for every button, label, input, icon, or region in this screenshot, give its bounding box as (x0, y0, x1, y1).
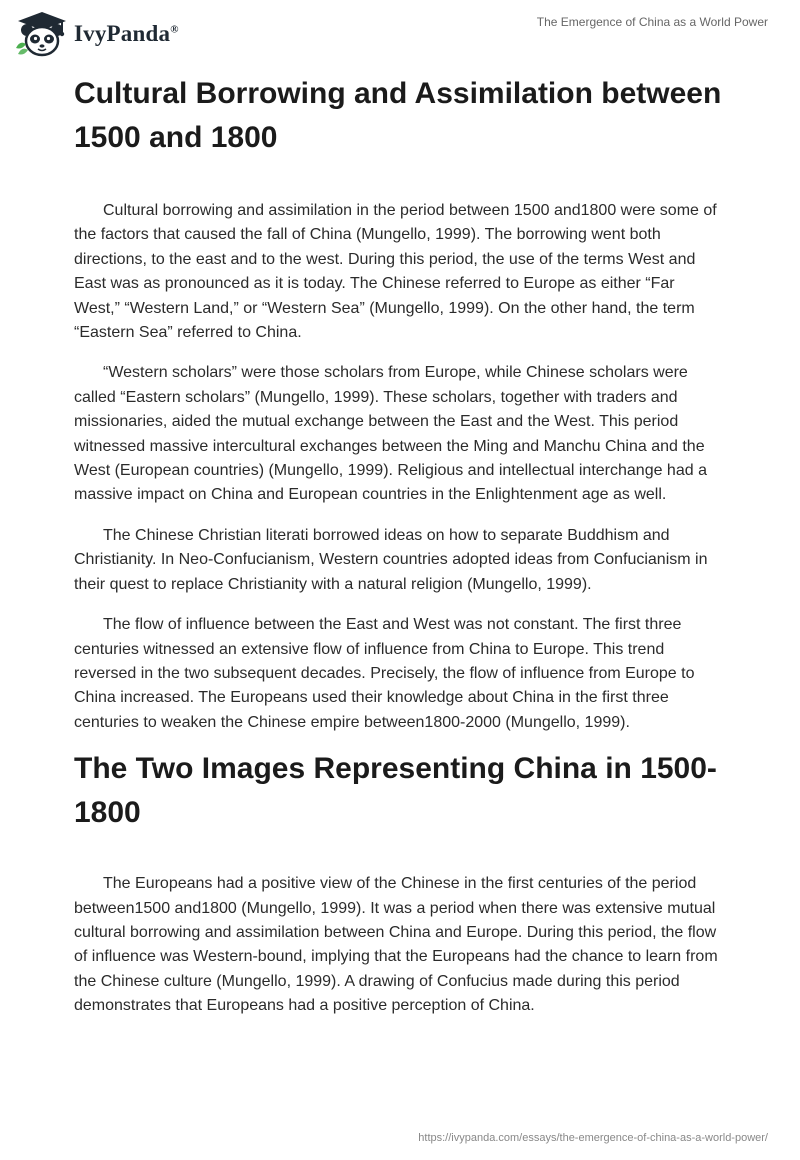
section-body-two-images (74, 872, 724, 1018)
source-url[interactable]: https://ivypanda.com/essays/the-emergence-of-china-as-a-world-power/ (418, 1132, 768, 1144)
paragraph: The Chinese Christian literati borrowed ideas on how to separate Buddhism and Christianity. In Neo-Confucianism, Western countries adopted ideas from Confucianism in their quest to replace Christianity with a natural religion (Mungello, 1999). (74, 526, 708, 593)
section-heading-two-images: The Two Images Representing China in 1500-1800 (74, 752, 717, 830)
brand-name: IvyPanda® (74, 21, 179, 46)
paragraph: The Europeans had a positive view of the Chinese in the first centuries of the period between1500 and1800 (Mungello, 1999). It was a period when there was extensive mutual cultural borrowing and assimilation between China and Europe. During this period, the flow of influence was Western-bound, implying that the Europeans had the chance to learn from the Chinese culture (Mungello, 1999). A drawing of Confucius made during this period demonstrates that Europeans had a positive perception of China. (74, 875, 718, 1015)
article (74, 70, 724, 1019)
paragraph: Cultural borrowing and assimilation in the period between 1500 and1800 were some of the factors that caused the fall of China (Mungello, 1999). The borrowing went both directions, to the east and to the west. During this period, the use of the terms West and East was as pronounced as it is today. The Chinese referred to Europe as either “Far West,” “Western Land,” or “Western Sea” (Mungello, 1999). On the other hand, the term “Eastern Sea” referred to China. (74, 202, 717, 342)
document-title: The Emergence of China as a World Power (536, 15, 768, 29)
page-header (0, 0, 800, 70)
paragraph: “Western scholars” were those scholars from Europe, while Chinese scholars were called “Eastern scholars” (Mungello, 1999). These scholars, together with traders and missionaries, aided the mutual exchange between the East and the West. This period witnessed massive intercultural exchanges between the Ming and Manchu China and the West (European countries) (Mungello, 1999). Religious and intellectual interchange had a massive impact on China and European countries in the Enlightenment age as well. (74, 364, 707, 504)
paragraph: The flow of influence between the East and West was not constant. The first three centuries witnessed an extensive flow of influence from China to Europe. This trend reversed in the two subsequent decades. Precisely, the flow of influence from Europe to China increased. The Europeans used their knowledge about China in the first three centuries to weaken the Chinese empire between1800-2000 (Mungello, 1999). (74, 616, 695, 731)
panda-logo-icon (14, 10, 70, 58)
section-heading-cultural-borrowing: Cultural Borrowing and Assimilation between 1500 and 1800 (74, 77, 722, 154)
section-body-cultural-borrowing (74, 199, 724, 735)
logo[interactable] (14, 10, 179, 58)
